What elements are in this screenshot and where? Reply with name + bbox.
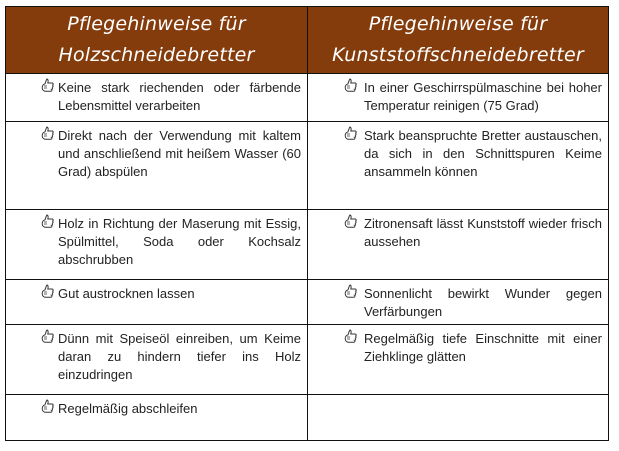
thumbs-up-hand-icon <box>344 284 358 300</box>
thumbs-up-hand-icon <box>344 126 358 142</box>
thumbs-up-hand-icon <box>41 78 55 94</box>
tip-text: Gut austrocknen lassen <box>58 286 195 301</box>
thumbs-up-hand-icon <box>41 214 55 230</box>
wood-tip-cell <box>6 122 307 209</box>
tip-text: Sonnenlicht bewirkt Wunder gegen Verfärbungen <box>364 286 602 319</box>
plastic-tip-cell <box>308 325 608 394</box>
wood-tip-cell <box>6 280 307 324</box>
header-wood-line-1: Pflegehinweise für <box>67 13 246 35</box>
tip-text: Holz in Richtung der Maserung mit Essig, Spülmittel, Soda oder Kochsalz abschrubben <box>58 216 301 267</box>
header-plastic-line-2: Kunststoffschneidebretter <box>332 44 584 66</box>
tip-text: Dünn mit Speiseöl einreiben, um Keime daran zu hindern tiefer ins Holz einzudringen <box>58 331 301 382</box>
plastic-tip-cell <box>308 280 608 324</box>
header-wood-boards <box>6 7 307 73</box>
tip-text: Direkt nach der Verwendung mit kaltem und anschließend mit heißem Wasser (60 Grad) abspülen <box>58 128 301 179</box>
tip-text: Regelmäßig abschleifen <box>58 401 198 416</box>
tip-text: In einer Geschirrspülmaschine bei hoher Temperatur reinigen (75 Grad) <box>364 80 602 113</box>
plastic-tip-cell <box>308 210 608 279</box>
header-wood-line-2: Holzschneidebretter <box>58 44 255 66</box>
thumbs-up-hand-icon <box>344 329 358 345</box>
tip-text: Stark beanspruchte Bretter austauschen, da sich in den Schnittspuren Keime ansammeln können <box>364 128 602 179</box>
tip-text: Regelmäßig tiefe Einschnitte mit einer Ziehklinge glätten <box>364 331 602 364</box>
thumbs-up-hand-icon <box>41 126 55 142</box>
tip-text: Keine stark riechenden oder färbende Lebensmittel verarbeiten <box>58 80 301 113</box>
wood-tip-cell <box>6 210 307 279</box>
plastic-tip-cell <box>308 122 608 209</box>
thumbs-up-hand-icon <box>41 329 55 345</box>
wood-tip-cell <box>6 395 307 440</box>
header-plastic-line-1: Pflegehinweise für <box>368 13 548 35</box>
thumbs-up-hand-icon <box>344 78 358 94</box>
thumbs-up-hand-icon <box>41 284 55 300</box>
wood-tip-cell <box>6 74 307 121</box>
thumbs-up-hand-icon <box>41 399 55 415</box>
column-divider <box>307 7 308 440</box>
plastic-tip-cell-empty <box>308 395 608 440</box>
thumbs-up-hand-icon <box>344 214 358 230</box>
care-instructions-table <box>5 6 609 441</box>
header-plastic-boards <box>308 7 608 73</box>
wood-tip-cell <box>6 325 307 394</box>
tip-text: Zitronensaft lässt Kunststoff wieder frisch aussehen <box>364 216 602 249</box>
plastic-tip-cell <box>308 74 608 121</box>
